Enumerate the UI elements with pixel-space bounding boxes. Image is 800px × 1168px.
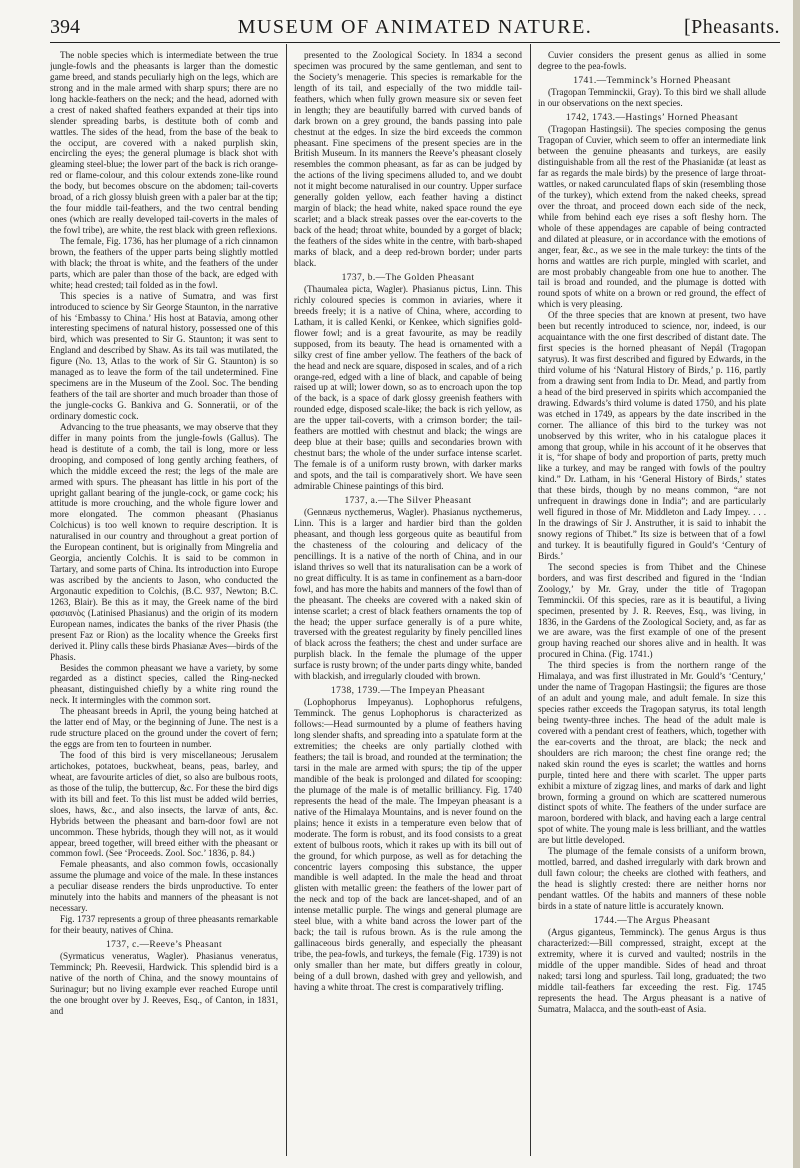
column-divider [286, 44, 287, 1156]
paragraph: The plumage of the female consists of a uniform brown, mottled, barred, and dashed irregularly with dark brown and dull fawn colour; the cheeks are clothed with feathers, and the head is slightly crested: there are neither horns nor pendant wattles. Of the habits and manners of these noble birds in a state of nature little is accurately known. [538, 846, 766, 911]
paragraph: (Tragopan Hastingsii). The species composing the genus Tragopan of Cuvier, which seem to offer an intermediate link between the genuine pheasants and turkeys, are easily distinguishable from all the rest of the Phasianidæ (at least as far as regards the male birds) by the presence of large throat-wattles, or naked carunculated flaps of skin (resembling those of the turkey), which extend from the naked cheeks, spread over the throat, and proceed down each side of the neck, while from behind each eye rises a soft fleshy horn. The whole of these appendages are capable of being contracted and dilated at pleasure, or in accordance with the emotions of anger, fear, &c., as we see in the male turkey: the tints of the horns and wattles are rich purple, mingled with scarlet, and are most probably changeable from one hue to another. The tail is broad and rounded, and the plumage is dotted with round spots of white on a brown or red ground, the effect of which is very pleasing. [538, 124, 766, 310]
column-divider [530, 44, 531, 1156]
text-column-middle [294, 50, 522, 1158]
section-title: [Pheasants. [683, 16, 780, 38]
paragraph: The noble species which is intermediate between the true jungle-fowls and the pheasants is larger than the domestic game breed, and stands peculiarly high on the legs, which are strong and in the male armed with sharp spurs; there are no long hackle-feathers on the neck; and the head, adorned with a crest of naked shafted feathers expanded at their tips into slender spreading barbs, is destitute both of comb and wattles. The sides of the head, from the base of the beak to the occiput, are covered with a naked purplish skin, encircling the eyes; the general plumage is black shot with gleaming steel-blue; the lower part of the back is rich orange-red or flame-colour, and this colour extends zone-like round the body, but becomes obscure on the abdomen; tail-coverts broad, of a rich glossy bluish green with a paler bar at the tip; the four middle tail-feathers, and the two central bending ones (which are really developed tail-coverts in the males of the fowl tribe), are white, the rest black with green reflexions. [50, 50, 278, 235]
page-edge [793, 0, 800, 1168]
running-title: MUSEUM OF ANIMATED NATURE. [237, 16, 593, 38]
paragraph: The second species is from Thibet and the Chinese borders, and was first described and figured in the ‘Indian Zoology,’ by Mr. Gray, under the title of Tragopan Temminckii. Of this species, rare as it is beautiful, a living specimen, presented by J. R. Reeves, Esq., was living, in 1836, in the Gardens of the Zoological Society, and, as far as we are aware, was the first example of one of the present group having reached our shores alive and in health. It was procured in China. (Fig. 1741.) [538, 561, 766, 660]
species-heading: 1738, 1739.—The Impeyan Pheasant [331, 686, 485, 697]
paragraph: Besides the common pheasant we have a variety, by some regarded as a distinct species, called the Ring-necked pheasant, distinguished chiefly by a white ring round the neck. It intermingles with the common sort. [50, 662, 278, 706]
paragraph: The third species is from the northern range of the Himalaya, and was first illustrated in Mr. Gould’s ‘Century,’ under the name of Tragopan Hastingsii; the figures are those of an adult and young male, and adult female. In size this species rather exceeds the Tragopan satyrus, its total length being twenty-three inches. The head of the adult male is covered with a pendant crest of feathers, which, together with the ear-coverts and the throat, are black; the neck and shoulders are rich maroon; the chest fine orange red; the naked skin round the eyes is scarlet; the wattles and horns purple, tinted here and there with scarlet. The upper parts exhibit a mixture of zigzag lines, and marks of dark and light brown, forming a ground on which are scattered numerous distinct spots of white. The feathers of the under surface are maroon, bordered with black, and having each a large central spot of white. The young male is less brilliant, and the wattles are but little developed. [538, 660, 766, 846]
paragraph: Of the three species that are known at present, two have been but recently introduced to science, nor, indeed, is our acquaintance with the one first described of distant date. The first species is the horned pheasant of Nepál (Tragopan satyrus). It was first described and figured by Edwards, in the third volume of his ‘Natural History of Birds,’ p. 116, partly from a drawing sent from India to Dr. Mead, and partly from a head of the bird preserved in spirits which accompanied the drawing. Edwards’s third volume is dated 1750, and his plate was etched in 1749, as appears by the date inscribed in the corner. The alliance of this bird to the turkey was not unobserved by this writer, who in his catalogue places it among that group, while in his account of it he observes that it is, “for shape of body and proportion of parts, pretty much like a turkey, and may be ranged with fowls of the poultry kind.” Dr. Latham, in his ‘General History of Birds,’ states that these birds, though by no means common, “are not unfrequent in drawings done in India”; and are particularly well figured in those of Mr. Middleton and Lady Impey. . . . In the drawings of Sir J. Anstruther, it is said to inhabit the snowy regions of Thibet.” Its size is between that of a fowl and turkey. It is beautifully figured in Gould’s ‘Century of Birds.’ [538, 310, 766, 561]
paragraph: The female, Fig. 1736, has her plumage of a rich cinnamon brown, the feathers of the upper parts being slightly mottled with black; the throat is white, and the feathers of the under parts, which are paler than those of the back, are edged with white; head crested; tail folded as in the fowl. [50, 235, 278, 290]
page-header [50, 14, 780, 43]
paragraph: (Syrmaticus veneratus, Wagler). Phasianus veneratus, Temminck; Ph. Reevesii, Hardwick. This splendid bird is a native of the north of China, and the snowy mountains of Surinagur; but no living example ever reached Europe until the one brought over by J. Reeves, Esq., of Canton, in 1831, and [50, 951, 278, 1016]
paragraph: This species is a native of Sumatra, and was first introduced to science by Sir George Staunton, in the narrative of his ‘Embassy to China.’ His host at Batavia, among other interesting specimens of natural history, possessed one of this bird, which was presented to Sir G. Staunton; it was sent to England and described by Shaw. As its tail was mutilated, the figure (No. 13, Atlas to the work of Sir G. Staunton) is so managed as to leave the form of the tail undetermined. Fine specimens are in the Museum of the Zool. Soc. The bending feathers of the tail are shorter and much broader than those of the jungle-cocks G. Bankiva and G. Sonneratii, or of the ordinary domestic cock. [50, 290, 278, 421]
text-column-left [50, 50, 278, 1158]
species-heading: 1737, c.—Reeve’s Pheasant [105, 939, 223, 950]
species-heading: 1737, a.—The Silver Pheasant [344, 495, 472, 506]
paragraph: (Argus giganteus, Temminck). The genus Argus is thus characterized:—Bill compressed, straight, except at the extremity, where it is curved and vaulted; nostrils in the middle of the upper mandible. Sides of head and throat naked; tarsi long and spurless. Tail long, graduated; the two middle tail-feathers far exceeding the rest. Fig. 1745 represents the head. The Argus pheasant is a native of Sumatra, Malacca, and the south-east of Asia. [538, 927, 766, 1014]
paragraph: The food of this bird is very miscellaneous; Jerusalem artichokes, potatoes, buckwheat, beans, peas, barley, and wheat, are favourite articles of diet, so also are bulbous roots, as those of the tulip, the buttercup, &c. For these the bird digs with its bill and feet. To this list must be added wild berries, sloes, haws, &c., and also insects, the larvæ of ants, &c. Hybrids between the pheasant and barn-door fowl are not uncommon. These hybrids, though they will not, as it would appear, breed together, will breed either with the pheasant or common fowl. (See ‘Proceeds. Zool. Soc.’ 1836, p. 84.) [50, 750, 278, 859]
paragraph: Advancing to the true pheasants, we may observe that they differ in many points from the jungle-fowls (Gallus). The head is destitute of a comb, the tail is long, more or less drooping, and composed of long gently arching feathers, of which the middle exceed the rest; the legs of the male are armed with spurs. The pheasant has little in his port of the upright gallant bearing of the jungle-cock, or game cock; his attitude is more crouching, and the whole figure lower and more elongated. The common pheasant (Phasianus Colchicus) is too well known to require description. It is naturalised in our country and throughout a great portion of the European continent, but is originally from Mingrelia and Georgia, anciently Colchis. It is said to be common in Tartary, and some parts of China. Its introduction into Europe was ascribed by the ancients to Jason, who conducted the Argonautic expedition to Colchis, (B.C. 937, Newton; B.C. 1263, Blair). Be this as it may, the Greek name of the bird φασιανὸς (Latinised Phasianus) and the origin of its modern European names, indicates the banks of the river Phasis (the present Faz or Rion) as the locality whence the Greeks first derived it. Pliny calls these birds Phasianæ Aves—birds of the Phasis. [50, 421, 278, 662]
paragraph: (Thaumalea picta, Wagler). Phasianus pictus, Linn. This richly coloured species is common in aviaries, where it breeds freely; it is a native of China, where, according to Latham, it is called Kenki, or Kenkee, which signifies gold-flower fowl; and is a great favourite, as may be readily supposed, from its beauty. The head is ornamented with a silky crest of fine amber yellow. The feathers of the back of the head and neck are square, disposed in scales, and of a rich orange-red, edged with a line of black, and capable of being raised up at will; lower down, so as to encroach upon the top of the back, is a space of dark glossy greenish feathers with rounded edge, disposed scale-like; the back is rich yellow, as are the upper tail-coverts, with a crimson border; the tail-feathers are mottled with chestnut and black; the wings are deep blue at their base; quills and secondaries brown with chestnut bars; the whole of the under surface intense scarlet. The female is of a uniform rusty brown, with darker marks and spots, and the tail is comparatively short. We have seen admirable Chinese paintings of this bird. [294, 284, 522, 491]
paragraph: (Lophophorus Impeyanus). Lophophorus refulgens, Temminck. The genus Lophophorus is characterized as follows:—Head surmounted by a plume of feathers having long slender shafts, and spreading into a spatulate form at the extremities; the cheeks are only partially clothed with feathers; the tail is broad, and rounded at the termination; the tarsi in the male are armed with spurs; the tip of the upper mandible of the beak is prolonged and dilated for scooping: the plumage of the male is of metallic brilliancy. Fig. 1740 represents the head of the male. The Impeyan pheasant is a native of the Himalaya Mountains, and is never found on the plains; hence it exists in a temperature even below that of moderate. The form is robust, and its food consists to a great extent of bulbous roots, which it rakes up with its bill out of the ground, for which purpose, as well as for detaching the concentric layers composing this substance, the upper mandible is well adapted. In the male the head and throat glisten with metallic green: the feathers of the lower part of the neck and top of the back are lancet-shaped, and of an intense metallic purple. The wings and general plumage are steel blue, with a white band across the lower part of the back; the tail is rufous brown. As is the rule among the gallinaceous birds generally, and especially the pheasant tribe, the pea-fowls, and turkeys, the female (Fig. 1739) is not only smaller than her mate, but differs greatly in colour, being of a dull brown, dashed with grey and yellowish, and having a white throat. The crest is comparatively trifling. [294, 697, 522, 992]
paragraph: Cuvier considers the present genus as allied in some degree to the pea-fowls. [538, 50, 766, 71]
species-heading: 1742, 1743.—Hastings’ Horned Pheasant [565, 113, 739, 124]
species-heading: 1744.—The Argus Pheasant [593, 915, 711, 926]
species-heading: 1741.—Temminck’s Horned Pheasant [573, 75, 731, 86]
paragraph: (Gennæus nycthemerus, Wagler). Phasianus nycthemerus, Linn. This is a larger and hardier bird than the golden pheasant, and though less gorgeous quite as beautiful from the chasteness of the colouring and delicacy of the pencillings. It is a native of the north of China, and in our island thrives so well that its naturalisation can be a work of no great difficulty. It is as tame in confinement as a barn-door fowl, and has more the habits and manners of the fowl than of the pheasant. The cheeks are covered with a naked skin of intense scarlet; a crest of black feathers ornaments the top of the head; the upper surface generally is of a pure white, traversed with the greatest regularity by finely pencilled lines of black across the feathers; the chest and under surface are purplish black. In the female the plumage of the upper surface is rusty brown; of the under parts dingy white, banded with blackish, and irregularly clouded with brown. [294, 507, 522, 682]
paragraph: Fig. 1737 represents a group of three pheasants remarkable for their beauty, natives of China. [50, 914, 278, 935]
text-column-right [538, 50, 766, 1158]
paragraph: Female pheasants, and also common fowls, occasionally assume the plumage and voice of the male. In these instances a peculiar disease renders the birds unproductive. To enter minutely into the habits and manners of the pheasant is not necessary. [50, 859, 278, 914]
species-heading: 1737, b.—The Golden Pheasant [341, 272, 475, 283]
page-number: 394 [50, 16, 80, 38]
paragraph: (Tragopan Temminckii, Gray). To this bird we shall allude in our observations on the next species. [538, 87, 766, 109]
paragraph: presented to the Zoological Society. In 1834 a second specimen was procured by the same gentleman, and sent to the Society’s menagerie. This species is remarkable for the length of its tail, and especially of the two middle tail-feathers, which when fully grown measure six or seven feet in length; they are beautifully barred with curved bands of dark brown on a grey ground, the bands passing into pale chestnut at the edges. In size the bird exceeds the common pheasant. Fine specimens of the present species are in the British Museum. In its manners the Reeve’s pheasant closely resembles the common pheasant, as far as can be judged by the actions of the living specimens alluded to, and we doubt not it might become naturalised in our country. Upper surface generally golden yellow, each feather having a distinct margin of black; the head white, naked space round the eye scarlet; and a black streak passes over the ear-coverts to the back of the head; throat white, bounded by a gorget of black; the feathers of the sides white in the centre, with barb-shaped marks of black, and a deep red-brown border; under parts black. [294, 50, 522, 268]
paragraph: The pheasant breeds in April, the young being hatched at the latter end of May, or the beginning of June. The nest is a rude structure placed on the ground under the covert of fern; the eggs are from ten to fourteen in number. [50, 706, 278, 750]
